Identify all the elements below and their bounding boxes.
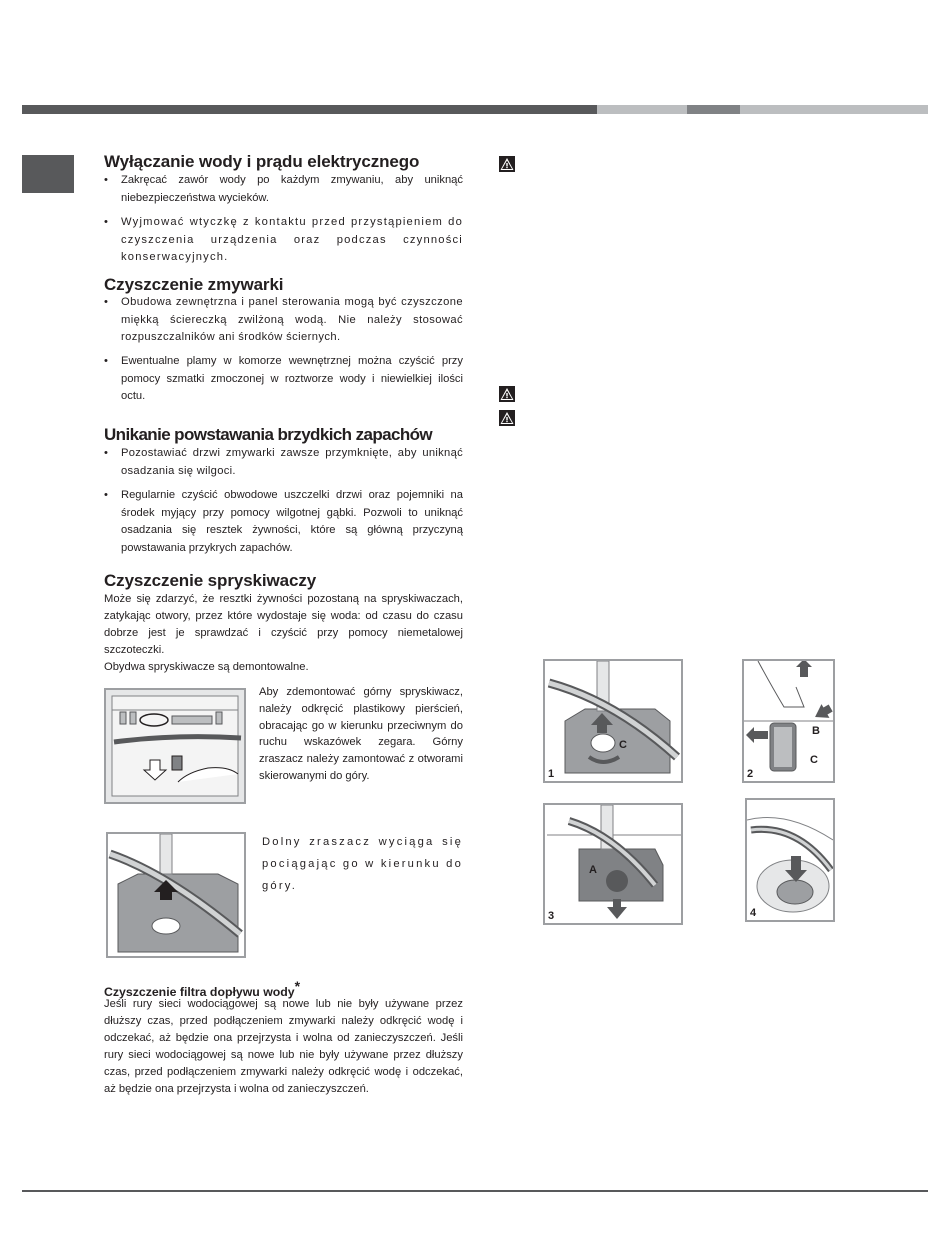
section-title-odours: Unikanie powstawania brzydkich zapachów bbox=[104, 425, 433, 444]
footer-rule bbox=[22, 1190, 928, 1192]
figure-4 bbox=[745, 798, 835, 922]
figure-2 bbox=[742, 659, 835, 783]
list-item: • Wyjmować wtyczkę z kontaktu przed przystąpieniem do czyszczenia urządzenia oraz podczas czynności konserwacyjnych. bbox=[104, 216, 463, 263]
list-item: • Ewentualne plamy w komorze wewnętrznej można czyścić przy pomocy szmatki zmoczonej w roztworze wody i niewielkiej ilości octu. bbox=[104, 355, 463, 402]
figure-number: 3 bbox=[548, 910, 555, 922]
lower-spray-arm-text: Dolny zraszacz wyciąga się pociągając go w kierunku do góry. bbox=[262, 836, 463, 892]
figure-number: 2 bbox=[747, 768, 754, 780]
figure-label: A bbox=[589, 864, 597, 876]
figure-3 bbox=[543, 803, 683, 925]
section-tab bbox=[22, 155, 74, 193]
figure-number: 4 bbox=[750, 907, 757, 919]
warning-triangle-icon bbox=[499, 410, 515, 426]
bullet-icon: • bbox=[104, 174, 108, 186]
list-item: • Pozostawiać drzwi zmywarki zawsze przymknięte, aby uniknąć osadzania się wilgoci. bbox=[104, 447, 463, 477]
figure-number: 1 bbox=[548, 768, 555, 780]
section-title-spray-arms: Czyszczenie spryskiwaczy bbox=[104, 571, 317, 590]
figure-label-b: B bbox=[812, 725, 820, 737]
list-item: • Regularnie czyścić obwodowe uszczelki drzwi oraz pojemniki na środek myjący przy pomocy wilgotnej gąbki. Pozwoli to uniknąć osadzania się resztek żywności, które są główną przyczyną powstawania przykrych zapachów. bbox=[104, 489, 463, 554]
inlet-filter-text: Jeśli rury sieci wodociągowej są nowe lub nie były używane przez dłuższy czas, przed podłączeniem zmywarki należy odkręcić wodę i odczekać, aż będzie ona przejrzysta i wolna od zanieczyszczeń. Jeśli rury sieci wodociągowej są nowe lub nie były używane przez dłuższy czas, przed podłączeniem zmywarki należy odkręcić wodę i odczekać, aż będzie ona przejrzysta i wolna od zanieczyszczeń. bbox=[104, 998, 463, 1095]
section-title-inlet-filter: Czyszczenie filtra dopływu wody* bbox=[104, 978, 301, 1000]
section-title-water-power: Wyłączanie wody i prądu elektrycznego bbox=[104, 152, 420, 171]
header-bar-light bbox=[597, 105, 687, 114]
header-bar-dark bbox=[22, 105, 597, 114]
bullet-icon: • bbox=[104, 447, 109, 459]
lower-spray-arm-image bbox=[106, 832, 246, 958]
spray-arms-intro-2: Obydwa spryskiwacze są demontowalne. bbox=[104, 661, 309, 673]
section-title-cleaning: Czyszczenie zmywarki bbox=[104, 275, 284, 294]
warning-triangle-icon bbox=[499, 156, 515, 172]
upper-spray-arm-text: Aby zdemontować górny spryskiwacz, należy odkręcić plastikowy pierścień, obracając go w kierunku przeciwnym do ruchu wskazówek zegara. Górny zraszacz należy zamontować z otworami skierowanymi do góry. bbox=[259, 686, 463, 782]
bullet-icon: • bbox=[104, 489, 108, 501]
upper-spray-arm-image bbox=[104, 688, 246, 804]
bullet-icon: • bbox=[104, 216, 110, 228]
header-bar-mid bbox=[687, 105, 740, 114]
bullet-icon: • bbox=[104, 296, 109, 308]
figure-label: C bbox=[619, 739, 627, 751]
list-item: • Obudowa zewnętrzna i panel sterowania mogą być czyszczone miękką ściereczką zwilżoną wodą. Nie należy stosować rozpuszczalników ani środków ściernych. bbox=[104, 296, 463, 343]
warning-triangle-icon bbox=[499, 386, 515, 402]
spray-arms-intro: Może się zdarzyć, że resztki żywności pozostaną na spryskiwaczach, zatykając otwory, przez które wydostaje się woda: od czasu do czasu dobrze jest je sprawdzać i czyścić przy pomocy niemetalowej szczoteczki. bbox=[104, 593, 463, 656]
header-bar-light-2 bbox=[740, 105, 928, 114]
figure-1 bbox=[543, 659, 683, 783]
bullet-icon: • bbox=[104, 355, 108, 367]
figure-label-c: C bbox=[810, 754, 818, 766]
list-item: • Zakręcać zawór wody po każdym zmywaniu, aby uniknąć niebezpieczeństwa wycieków. bbox=[104, 174, 463, 204]
